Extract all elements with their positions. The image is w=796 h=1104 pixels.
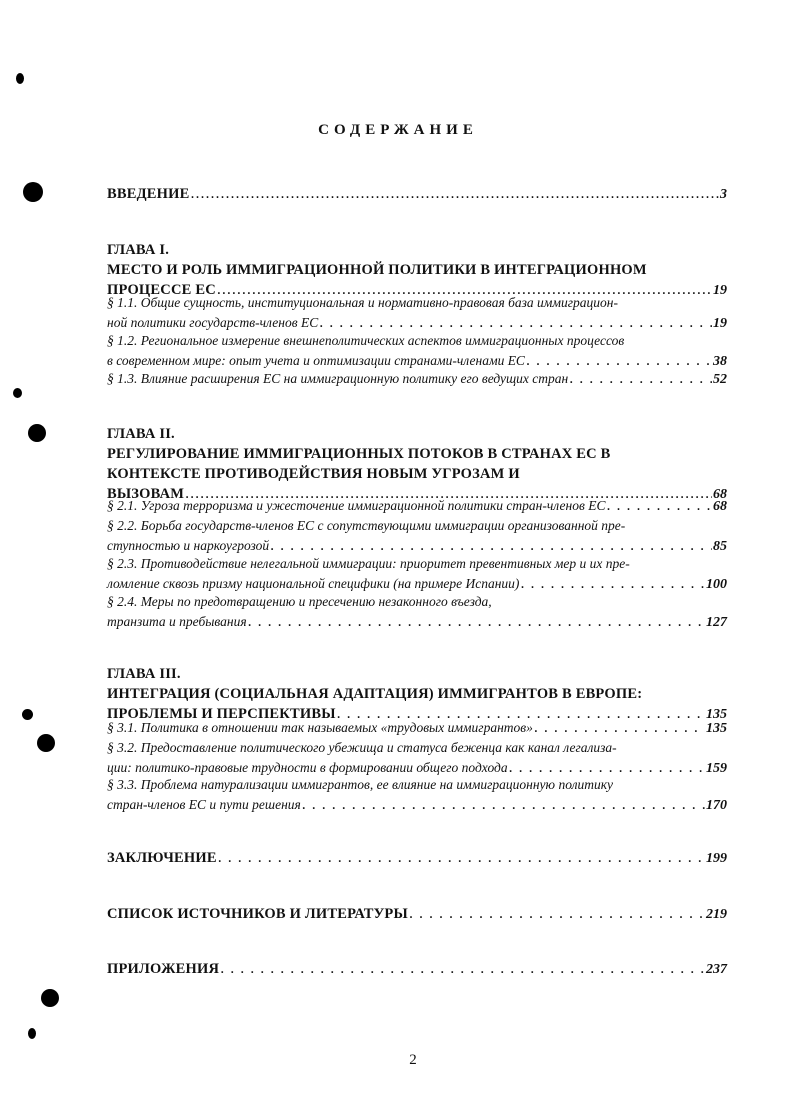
toc-entry-conclusion[interactable]: [107, 848, 727, 869]
page-title: СОДЕРЖАНИЕ: [318, 122, 478, 138]
dot-leader: [534, 718, 705, 738]
chapter-title-line: ПРОЦЕССЕ ЕС: [107, 282, 216, 298]
chapter-title-line: ПРОБЛЕМЫ И ПЕРСПЕКТИВЫ: [107, 706, 336, 722]
section-title-line: § 3.3. Проблема натурализации иммигрантов, ее влияние на иммиграционную политику: [107, 777, 614, 792]
entry-page: 170: [706, 798, 727, 813]
entry-title: ПРИЛОЖЕНИЯ: [107, 961, 220, 977]
section-title-line: § 2.3. Противодействие нелегальной иммиграции: приоритет превентивных мер и их пре-: [107, 556, 630, 571]
dot-leader: [520, 574, 705, 594]
entry-page: 199: [706, 851, 727, 866]
entry-page: 135: [706, 707, 727, 722]
entry-page: 19: [713, 283, 727, 298]
entry-page: 100: [706, 577, 727, 592]
entry-page: 19: [713, 316, 727, 331]
dot-leader: [606, 496, 712, 516]
section-title-line: § 1.3. Влияние расширения ЕС на иммиграционную политику его ведущих стран: [107, 371, 569, 386]
entry-page: 127: [706, 615, 727, 630]
scan-blot: [22, 709, 33, 720]
dot-leader: [248, 612, 705, 632]
entry-page: 159: [706, 761, 727, 776]
toc-section-2-1[interactable]: [107, 496, 727, 517]
section-title-line: ной политики государств-членов ЕС: [107, 315, 319, 330]
entry-page: 38: [713, 354, 727, 369]
toc-entry-introduction[interactable]: [107, 184, 727, 205]
chapter-title-line: ВЫЗОВАМ: [107, 486, 185, 502]
entry-page: 68: [713, 499, 727, 514]
scan-blot: [13, 388, 22, 398]
scan-blot: [16, 73, 24, 84]
section-title-line: § 1.1. Общие сущность, институциональная и нормативно-правовая база иммиграцион-: [107, 295, 618, 310]
toc-section-2-3[interactable]: [107, 554, 727, 595]
dot-leader: [270, 536, 712, 556]
chapter-title-line: ИНТЕГРАЦИЯ (СОЦИАЛЬНАЯ АДАПТАЦИЯ) ИММИГРАНТОВ В ЕВРОПЕ:: [107, 686, 643, 702]
section-title-line: в современном мире: опыт учета и оптимизации странами-членами ЕС: [107, 353, 525, 368]
chapter-label: ГЛАВА I.: [107, 242, 170, 258]
punch-hole: [41, 989, 59, 1007]
toc-section-1-1[interactable]: [107, 293, 727, 334]
punch-hole: [23, 182, 43, 202]
toc-section-3-2[interactable]: [107, 738, 727, 779]
entry-page: 237: [706, 962, 727, 977]
entry-page: 85: [713, 539, 727, 554]
dot-leader: [191, 184, 720, 204]
section-title-line: транзита и пребывания: [107, 614, 247, 629]
section-title-line: § 3.1. Политика в отношении так называемых «трудовых иммигрантов»: [107, 720, 533, 735]
toc-section-2-2[interactable]: [107, 516, 727, 557]
toc-chapter-3[interactable]: [107, 664, 727, 725]
punch-hole: [37, 734, 55, 752]
entry-page: 135: [706, 721, 727, 736]
dot-leader: [302, 795, 705, 815]
toc-section-1-2[interactable]: [107, 331, 727, 372]
dot-leader: [220, 959, 705, 979]
toc-entry-sources[interactable]: [107, 904, 727, 925]
toc-entry-appendix[interactable]: [107, 959, 727, 980]
section-title-line: § 1.2. Региональное измерение внешнеполитических аспектов иммиграционных процессов: [107, 333, 625, 348]
section-title-line: ступностью и наркоугрозой: [107, 538, 270, 553]
toc-section-2-4[interactable]: [107, 592, 727, 633]
entry-page: 68: [713, 487, 727, 502]
scan-blot: [28, 1028, 36, 1039]
chapter-title-line: МЕСТО И РОЛЬ ИММИГРАЦИОННОЙ ПОЛИТИКИ В ИНТЕГРАЦИОННОМ: [107, 262, 647, 278]
toc-section-1-3[interactable]: [107, 369, 727, 390]
dot-leader: [526, 351, 712, 371]
toc-section-3-3[interactable]: [107, 775, 727, 816]
section-title-line: § 2.2. Борьба государств-членов ЕС с сопутствующими иммиграции организованной пре-: [107, 518, 626, 533]
entry-title: ВВЕДЕНИЕ: [107, 186, 190, 202]
entry-page: 52: [713, 372, 727, 387]
chapter-label: ГЛАВА III.: [107, 666, 181, 682]
toc-section-3-1[interactable]: [107, 718, 727, 739]
punch-hole: [28, 424, 46, 442]
chapter-label: ГЛАВА II.: [107, 426, 175, 442]
dot-leader: [569, 369, 712, 389]
section-title-line: § 2.4. Меры по предотвращению и пресечению незаконного въезда,: [107, 594, 492, 609]
dot-leader: [319, 313, 712, 333]
section-title-line: ции: политико-правовые трудности в формировании общего подхода: [107, 760, 508, 775]
page-number: 2: [409, 1052, 417, 1068]
entry-page: 219: [706, 907, 727, 922]
section-title-line: стран-членов ЕС и пути решения: [107, 797, 301, 812]
dot-leader: [409, 904, 705, 924]
toc-chapter-1[interactable]: [107, 240, 727, 301]
section-title-line: ломление сквозь призму национальной специфики (на примере Испании): [107, 576, 520, 591]
entry-title: ЗАКЛЮЧЕНИЕ: [107, 850, 217, 866]
chapter-title-line: КОНТЕКСТЕ ПРОТИВОДЕЙСТВИЯ НОВЫМ УГРОЗАМ И: [107, 466, 520, 482]
toc-chapter-2[interactable]: [107, 424, 727, 505]
chapter-title-line: РЕГУЛИРОВАНИЕ ИММИГРАЦИОННЫХ ПОТОКОВ В СТРАНАХ ЕС В: [107, 446, 611, 462]
entry-title: СПИСОК ИСТОЧНИКОВ И ЛИТЕРАТУРЫ: [107, 906, 408, 922]
section-title-line: § 2.1. Угроза терроризма и ужесточение иммиграционной политики стран-членов ЕС: [107, 498, 606, 513]
section-title-line: § 3.2. Предоставление политического убежища и статуса беженца как канал легализа-: [107, 740, 617, 755]
entry-page: 3: [720, 187, 727, 202]
dot-leader: [218, 848, 705, 868]
